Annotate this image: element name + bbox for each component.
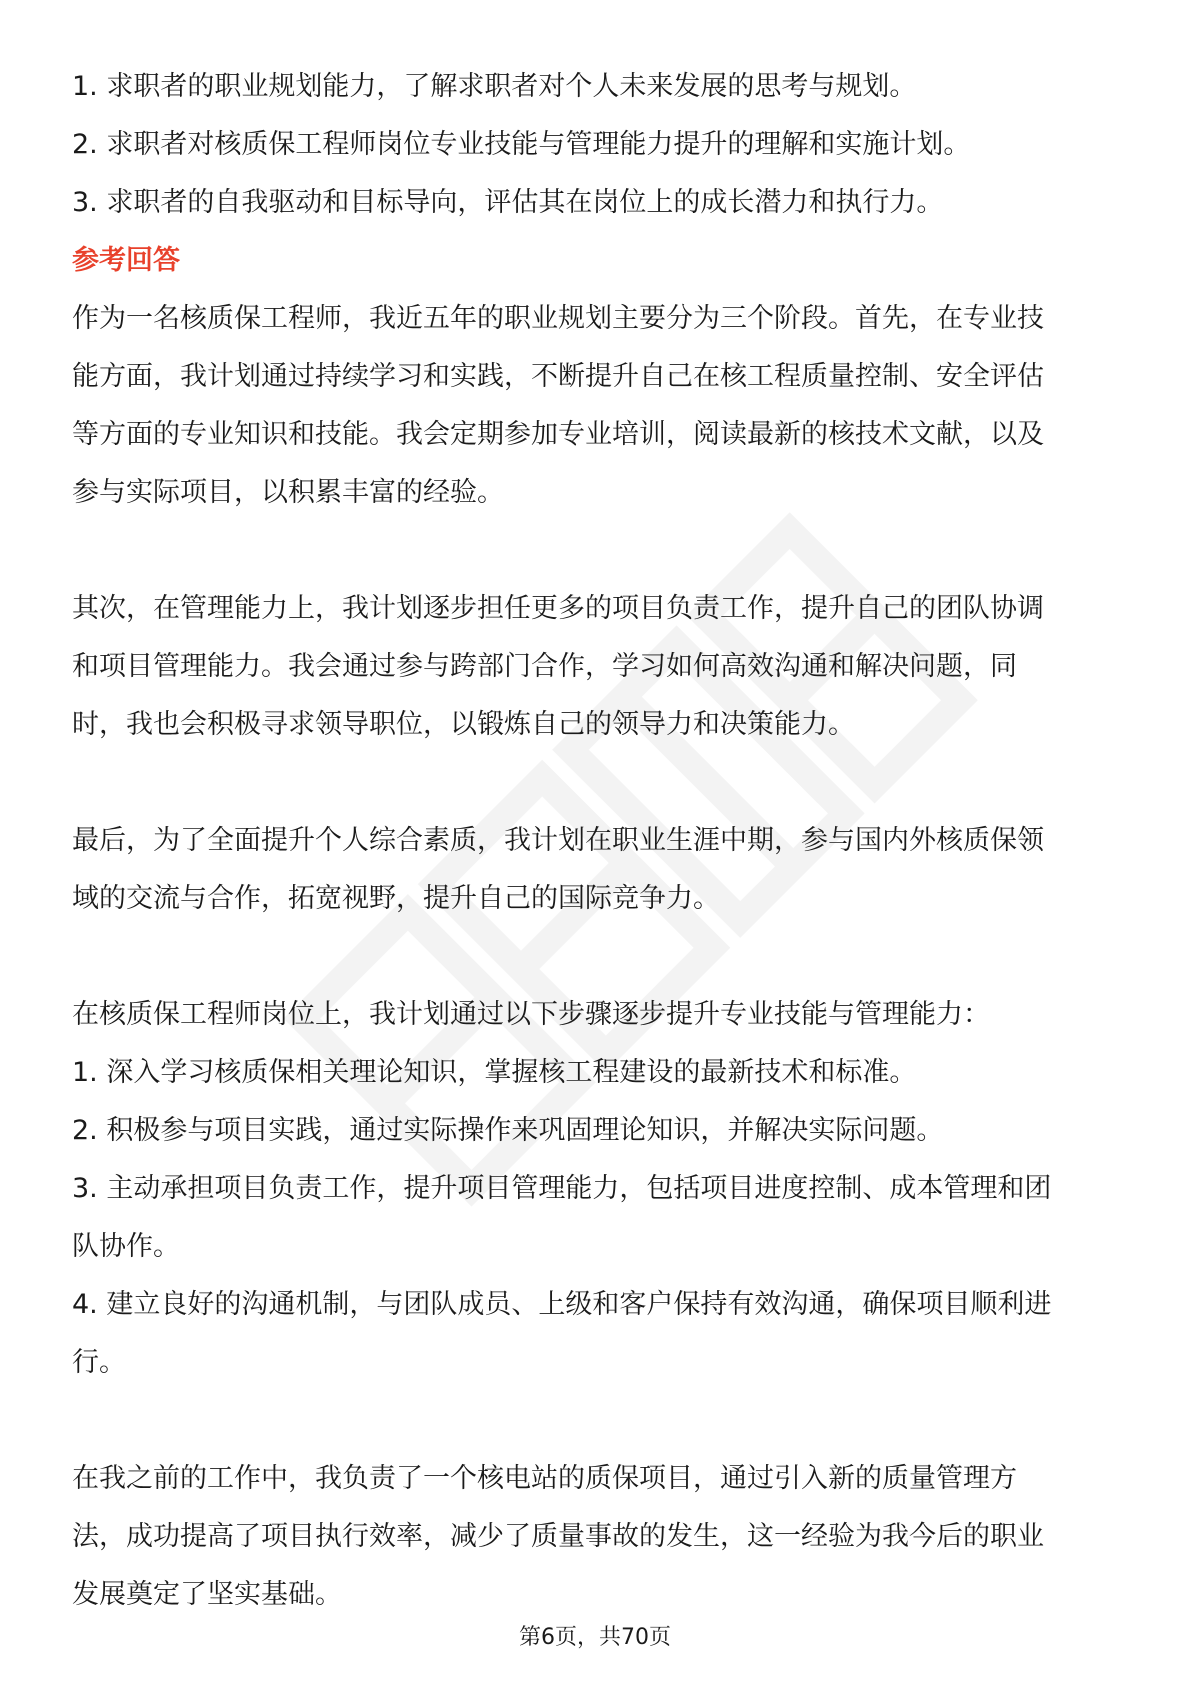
paragraph-line: 和项目管理能力。我会通过参与跨部门合作，学习如何高效沟通和解决问题，同 (72, 651, 1017, 682)
criteria-item: 1. 求职者的职业规划能力，了解求职者对个人未来发展的思考与规划。 (72, 71, 917, 102)
paragraph-spacer (72, 522, 1118, 580)
answer-paragraph-5 (72, 1450, 1118, 1624)
paragraph-line: 最后，为了全面提升个人综合素质，我计划在职业生涯中期，参与国内外核质保领 (72, 825, 1044, 856)
criteria-item: 3. 求职者的自我驱动和目标导向，评估其在岗位上的成长潜力和执行力。 (72, 187, 944, 218)
step-line: 行。 (72, 1347, 126, 1378)
paragraph-line: 其次，在管理能力上，我计划逐步担任更多的项目负责工作，提升自己的团队协调 (72, 593, 1044, 624)
paragraph-line: 时，我也会积极寻求领导职位，以锻炼自己的领导力和决策能力。 (72, 709, 855, 740)
answer-paragraph-3 (72, 812, 1118, 928)
answer-heading: 参考回答 (72, 245, 180, 276)
step-line: 队协作。 (72, 1231, 180, 1262)
answer-steps (72, 986, 1118, 1392)
paragraph-line: 作为一名核质保工程师，我近五年的职业规划主要分为三个阶段。首先，在专业技 (72, 303, 1044, 334)
document-body (72, 58, 1118, 1624)
paragraph-spacer (72, 1392, 1118, 1450)
answer-paragraph-1 (72, 290, 1118, 522)
evaluation-criteria (72, 58, 1118, 232)
answer-paragraph-2 (72, 580, 1118, 754)
paragraph-line: 法，成功提高了项目执行效率，减少了质量事故的发生，这一经验为我今后的职业 (72, 1521, 1044, 1552)
step-line: 1. 深入学习核质保相关理论知识，掌握核工程建设的最新技术和标准。 (72, 1057, 917, 1088)
page-number-footer: 第6页，共70页 (519, 1625, 671, 1650)
paragraph-line: 能方面，我计划通过持续学习和实践，不断提升自己在核工程质量控制、安全评估 (72, 361, 1044, 392)
paragraph-line: 参与实际项目，以积累丰富的经验。 (72, 477, 504, 508)
criteria-item: 2. 求职者对核质保工程师岗位专业技能与管理能力提升的理解和实施计划。 (72, 129, 971, 160)
paragraph-line: 等方面的专业知识和技能。我会定期参加专业培训，阅读最新的核技术文献，以及 (72, 419, 1044, 450)
steps-intro: 在核质保工程师岗位上，我计划通过以下步骤逐步提升专业技能与管理能力： (72, 999, 990, 1030)
paragraph-line: 域的交流与合作，拓宽视野，提升自己的国际竞争力。 (72, 883, 720, 914)
step-line: 4. 建立良好的沟通机制，与团队成员、上级和客户保持有效沟通，确保项目顺利进 (72, 1289, 1052, 1320)
step-line: 3. 主动承担项目负责工作，提升项目管理能力，包括项目进度控制、成本管理和团 (72, 1173, 1052, 1204)
step-line: 2. 积极参与项目实践，通过实际操作来巩固理论知识，并解决实际问题。 (72, 1115, 944, 1146)
paragraph-line: 发展奠定了坚实基础。 (72, 1579, 342, 1610)
paragraph-line: 在我之前的工作中，我负责了一个核电站的质保项目，通过引入新的质量管理方 (72, 1463, 1017, 1494)
paragraph-spacer (72, 928, 1118, 986)
paragraph-spacer (72, 754, 1118, 812)
